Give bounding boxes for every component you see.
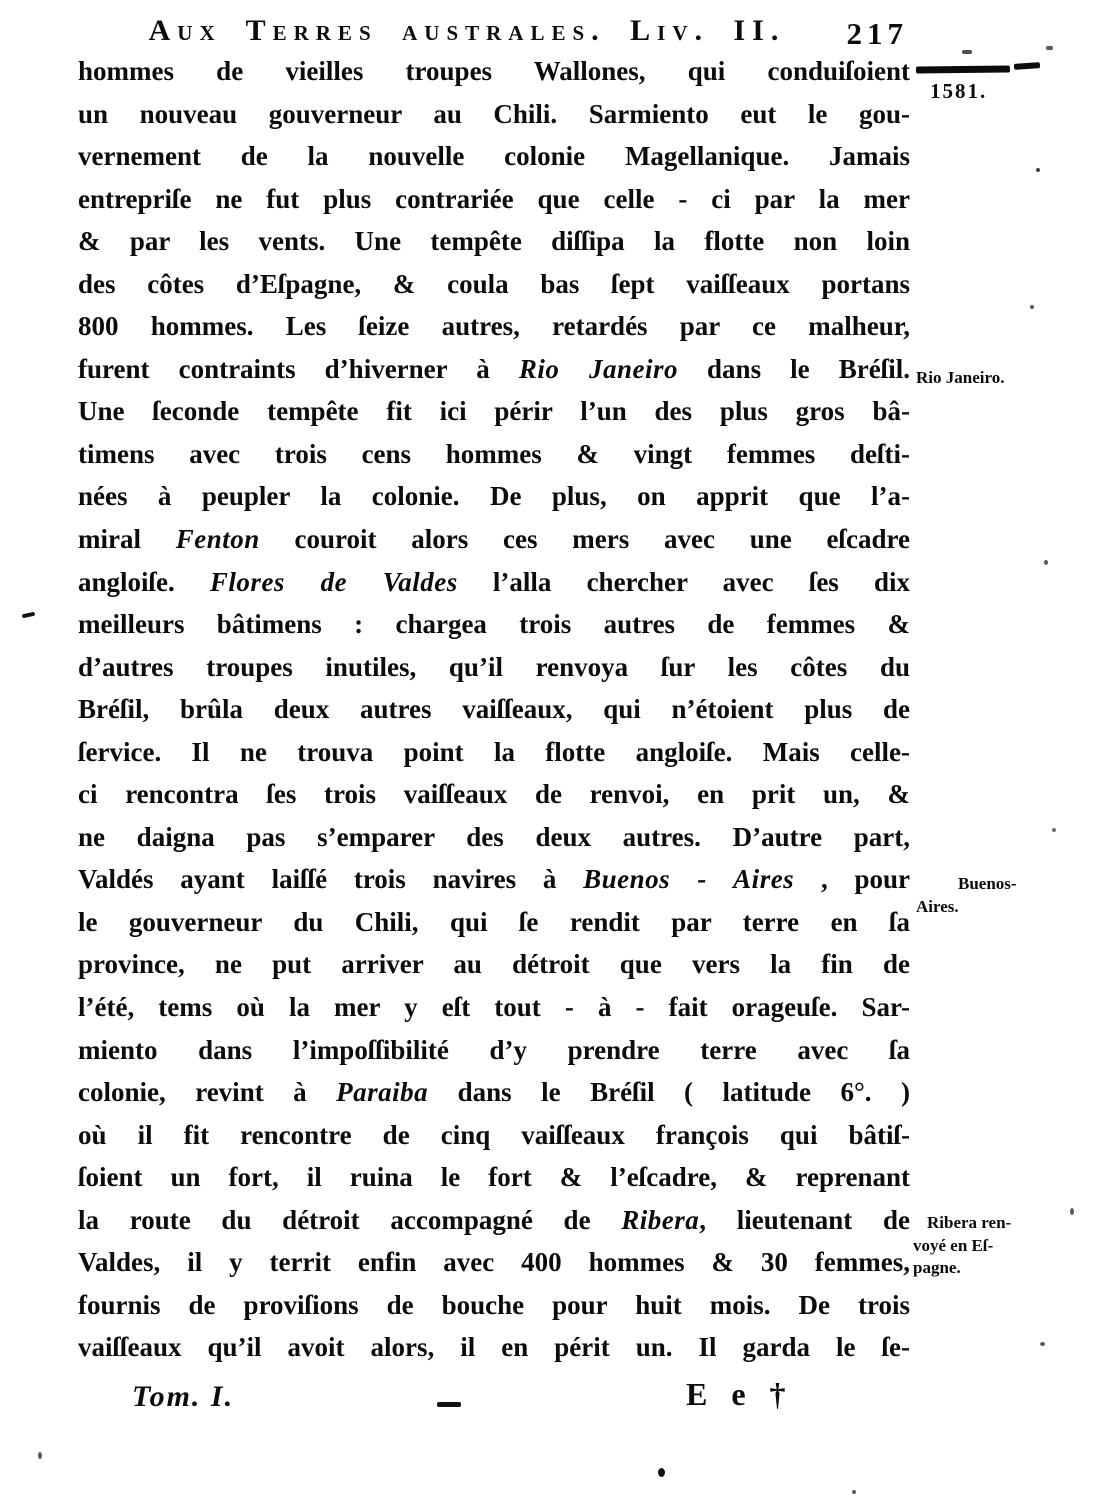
scan-speck [1046,46,1053,50]
text-run: la route du détroit accompagné de [78,1204,622,1235]
tome-marker: Tom. I. [132,1380,235,1413]
text-line [78,481,910,524]
scan-speck [962,50,972,54]
text-run-italic: Rio Janeiro [518,353,678,384]
text-line [78,1205,910,1248]
text-line [78,226,910,269]
text-run: ſervice. Il ne trouva point la flotte angloiſe. Mais celle- [78,736,910,767]
text-line [78,56,910,99]
scan-speck [1036,168,1040,172]
text-line [78,949,910,992]
text-line [78,992,910,1035]
text-run: colonie, revint à [78,1077,337,1108]
margin-note-rio-janeiro [916,366,1096,389]
text-line [78,1077,910,1120]
text-line [78,1247,910,1290]
text-line [78,1035,910,1078]
text-run: province, ne put arriver au détroit que vers la fin de [78,949,910,980]
text-line [78,99,910,142]
margin-note-line: Ribera ren- [927,1213,1012,1232]
text-run: vernement de la nouvelle colonie Magellanique. Jamais [78,141,910,172]
text-run: fournis de proviſions de bouche pour huit mois. De trois [78,1289,910,1320]
text-line [78,864,910,907]
text-run: entrepriſe ne fut plus contrariée que celle - ci par la mer [78,183,910,214]
text-run: ne daigna pas s’emparer des deux autres. D’autre part, [78,821,910,852]
scan-speck [22,612,36,619]
text-run: Bréſil, brûla deux autres vaiſſeaux, qui n’étoient plus de [78,694,910,725]
scan-speck [1044,560,1048,565]
text-run: Valdes, il y territ enfin avec 400 hommes & 30 femmes, [78,1247,910,1278]
scan-speck [1040,1342,1045,1346]
text-line [78,396,910,439]
body-text [78,56,910,1375]
text-line [78,439,910,482]
text-run: des côtes d’Eſpagne, & coula bas ſept vaiſſeaux portans [78,268,910,299]
text-run: furent contraints d’hiverner à [78,353,519,384]
text-run: l’alla chercher avec ſes dix [457,566,910,597]
text-line [78,1162,910,1205]
margin-note-line: Buenos- [958,874,1017,893]
text-line [78,524,910,567]
margin-note-line: voyé en Eſ- [913,1235,994,1255]
margin-note-line: pagne. [913,1258,961,1277]
text-run: angloiſe. [78,566,210,597]
scan-speck [852,1490,856,1494]
scan-speck [1030,305,1034,309]
text-line [78,609,910,652]
text-run: miento dans l’impoſſibilité d’y prendre terre avec ſa [78,1034,910,1065]
margin-note-line: Rio Janeiro. [916,368,1005,387]
scan-speck [437,1402,461,1407]
margin-note-line: 1581. [930,79,988,103]
scan-speck [1052,828,1056,832]
text-line [78,567,910,610]
text-line [78,184,910,227]
text-line [78,822,910,865]
text-line [78,694,910,737]
text-run: d’autres troupes inutiles, qu’il renvoya ſur les côtes du [78,651,910,682]
text-run: un nouveau gouverneur au Chili. Sarmiento eut le gou- [78,98,910,129]
text-run: le gouverneur du Chili, qui ſe rendit par terre en ſa [78,906,910,937]
gathering-signature: E e † [686,1376,792,1412]
text-line [78,737,910,780]
scan-speck [1070,1208,1074,1215]
page-number: 217 [846,16,908,51]
margin-note-year [930,80,1101,103]
text-run: dans le Bréſil. [677,353,910,384]
scan-speck [658,1468,665,1477]
text-run: hommes de vieilles troupes Wallones, qui conduiſoient [78,56,910,86]
text-run: nées à peupler la colonie. De plus, on apprit que l’a- [78,481,910,512]
text-run: Une ſeconde tempête fit ici périr l’un des plus gros bâ- [78,396,910,427]
text-line [78,1120,910,1163]
margin-note-line: Aires. [916,897,959,916]
text-run-italic: Paraiba [336,1077,429,1108]
text-run-italic: Ribera [621,1204,700,1235]
margin-year-rule-dash [1014,62,1040,70]
text-run: & par les vents. Une tempête diſſipa la flotte non loin [78,226,910,257]
text-line [78,1290,910,1333]
text-run: 800 hommes. Les ſeize autres, retardés par ce malheur, [78,311,910,342]
running-head-title: Aux Terres australes. Liv. II. [148,14,786,47]
text-run: timens avec trois cens hommes & vingt femmes deſti- [78,438,910,469]
text-run-italic: Flores de Valdes [209,566,458,597]
text-run: Valdés ayant laiſſé trois navires à [78,864,584,895]
text-line [78,907,910,950]
text-line [78,779,910,822]
text-line [78,311,910,354]
text-line [78,652,910,695]
scan-speck [38,1452,42,1459]
running-head [80,14,910,62]
text-run: couroit alors ces mers avec une eſcadre [259,524,910,555]
text-run: ſoient un fort, il ruina le fort & l’eſcadre, & reprenant [78,1162,910,1193]
margin-note-buenos-aires [916,872,1096,918]
text-run: , pour [794,864,910,895]
text-run: , lieutenant de [699,1204,910,1235]
text-run: l’été, tems où la mer y eſt tout - à - fait orageuſe. Sar- [78,992,910,1023]
text-line [78,354,910,397]
text-line [78,1332,910,1375]
text-run: où il fit rencontre de cinq vaiſſeaux françois qui bâtiſ- [78,1119,910,1150]
text-run: meilleurs bâtimens : chargea trois autres de femmes & [78,609,910,640]
margin-year-rule [916,66,1010,74]
text-run: dans le Bréſil ( latitude 6°. ) [428,1077,910,1108]
margin-note-ribera [913,1212,1093,1280]
text-run: miral [78,524,176,555]
text-run: vaiſſeaux qu’il avoit alors, il en périt un. Il garda le ſe- [78,1332,910,1363]
text-run-italic: Fenton [175,524,260,555]
text-line [78,141,910,184]
text-run-italic: Buenos - Aires [583,864,795,895]
text-line [78,269,910,312]
text-run: ci rencontra ſes trois vaiſſeaux de renvoi, en prit un, & [78,779,910,810]
